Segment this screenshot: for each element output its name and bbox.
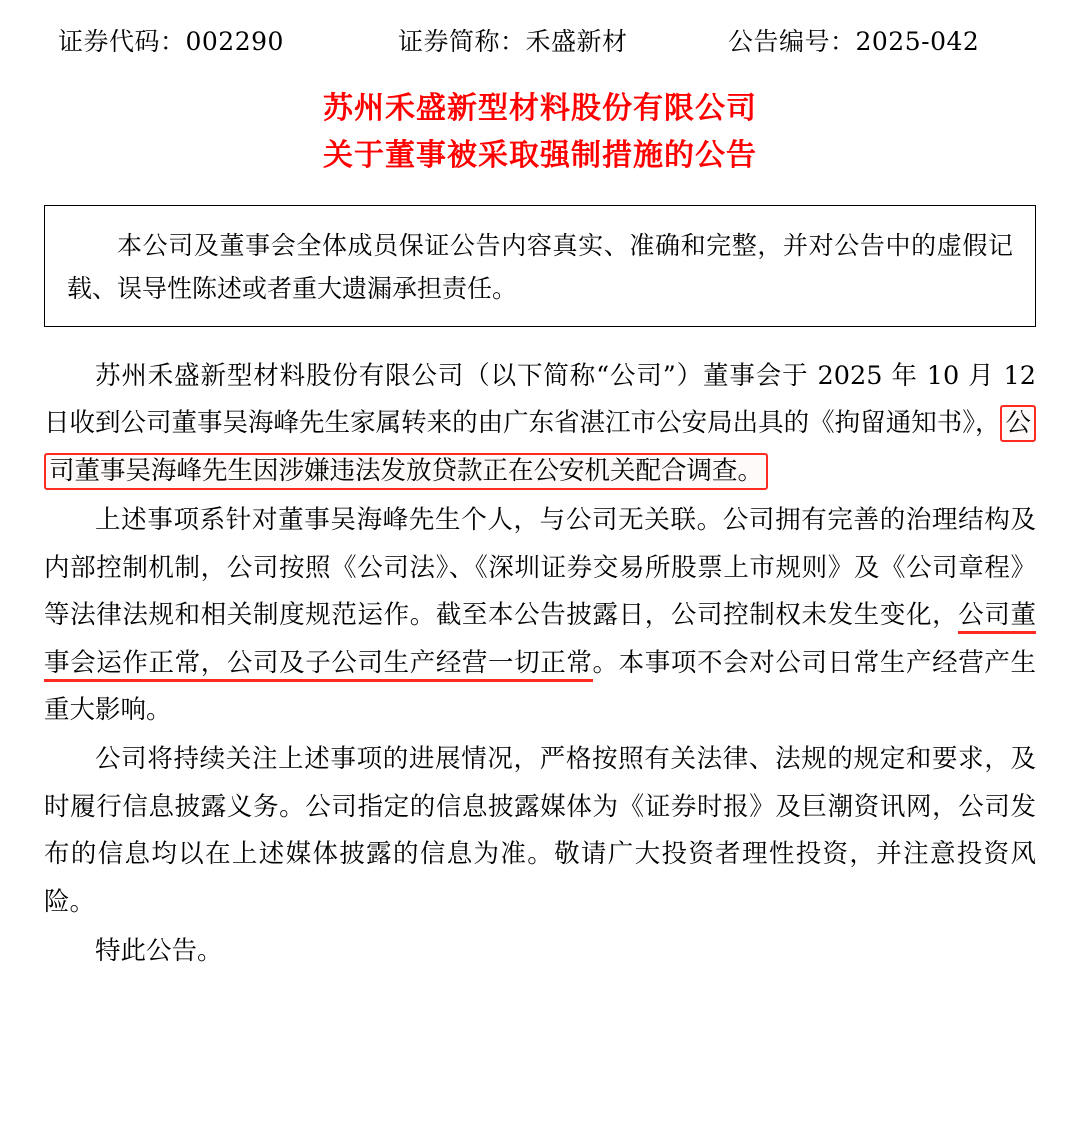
paragraph-1-text: 苏州禾盛新型材料股份有限公司（以下简称“公司”）董事会于 2025 年 10 月 12 日收到公司董事吴海峰先生家属转来的由广东省湛江市公安局出具的《拘留通知书》， — [44, 361, 1036, 439]
title-line-subject: 关于董事被采取强制措施的公告 — [323, 137, 757, 173]
document-body — [44, 353, 1036, 975]
announcement-number: 公告编号：2025-042 — [728, 27, 980, 56]
security-code: 证券代码：002290 — [58, 27, 284, 56]
assurance-statement-box — [44, 205, 1036, 327]
title-line-company: 苏州禾盛新型材料股份有限公司 — [323, 91, 757, 126]
paragraph-2-text-before: 上述事项系针对董事吴海峰先生个人，与公司无关联。公司拥有完善的治理结构及内部控制机制，公司按照《公司法》、《深圳证券交易所股票上市规则》及《公司章程》等法律法规和相关制度规范运作。截至本公告披露日，公司控制权未发生变化， — [44, 505, 1036, 631]
paragraph-3: 公司将持续关注上述事项的进展情况，严格按照有关法律、法规的规定和要求，及时履行信息披露义务。公司指定的信息披露媒体为《证券时报》及巨潮资讯网，公司发布的信息均以在上述媒体披露的信息为准。敬请广大投资者理性投资，并注意投资风险。 — [44, 744, 1036, 917]
security-short-name: 证券简称：禾盛新材 — [398, 27, 628, 56]
paragraph-1 — [44, 353, 1036, 495]
assurance-statement-text: 本公司及董事会全体成员保证公告内容真实、准确和完整，并对公告中的虚假记载、误导性陈述或者重大遗漏承担责任。 — [67, 231, 1013, 303]
paragraph-2 — [44, 497, 1036, 734]
document-header — [44, 22, 1036, 58]
paragraph-2-text-after: 。本事项不会对公司日常生产经营产生重大影响。 — [44, 647, 1036, 725]
highlight-underline-operations: 公司董事会运作正常，公司及子公司生产经营一切正常 — [44, 600, 1036, 681]
paragraph-4: 特此公告。 — [95, 936, 223, 967]
page-title — [44, 86, 1036, 179]
highlight-box-detention: 公司董事吴海峰先生因涉嫌违法发放贷款正在公安机关配合调查。 — [44, 405, 1036, 489]
